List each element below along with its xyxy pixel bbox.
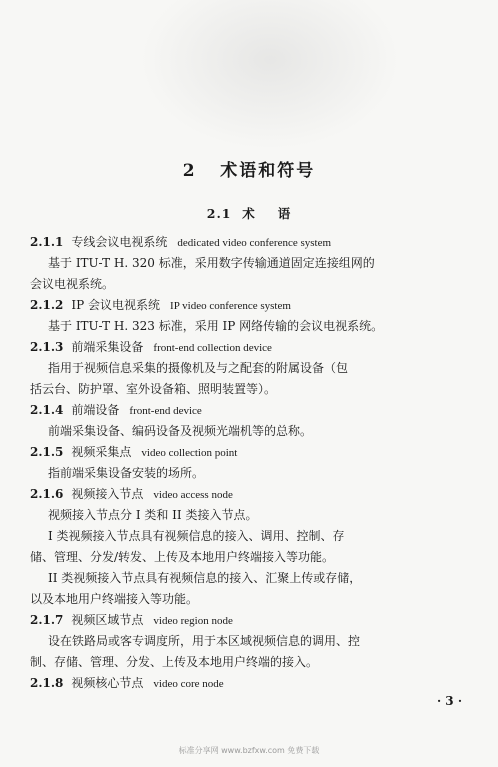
term-en: video core node	[153, 678, 224, 690]
term-number: 2.1.2	[30, 298, 64, 312]
section-title-a: 术	[242, 206, 256, 221]
term-number: 2.1.7	[30, 613, 64, 627]
term-body-line: 储、管理、分发/转发、上传及本地用户终端接入等功能。	[30, 550, 335, 564]
term-en: video region node	[153, 615, 233, 627]
term-heading	[30, 612, 233, 629]
term-cn: 视频接入节点	[71, 487, 144, 501]
footer-watermark: 标准分享网 www.bzfxw.com 免费下载	[178, 746, 320, 755]
term-body-line: 制、存储、管理、分发、上传及本地用户终端的接入。	[30, 655, 319, 669]
term-body-line: I 类视频接入节点具有视频信息的接入、调用、控制、存	[48, 529, 345, 543]
term-cn: 前端设备	[71, 403, 120, 417]
term-en: front-end device	[129, 405, 202, 417]
term-en: front-end collection device	[153, 342, 272, 354]
term-body-line: 以及本地用户终端接入等功能。	[30, 592, 199, 606]
chapter-heading	[0, 156, 498, 181]
term-body-line: 基于 ITU-T H. 320 标准，采用数字传输通道固定连接组网的	[48, 256, 375, 270]
term-body-line: 指前端采集设备安装的场所。	[48, 466, 205, 480]
term-en: video access node	[153, 489, 233, 501]
term-number: 2.1.6	[30, 487, 64, 501]
term-en: IP video conference system	[170, 300, 291, 312]
term-body-line: 前端采集设备、编码设备及视频光端机等的总称。	[48, 424, 313, 438]
term-body-line: 设在铁路局或客专调度所，用于本区域视频信息的调用、控	[48, 634, 361, 648]
page-number: · 3 ·	[436, 694, 462, 708]
term-heading	[30, 486, 233, 503]
term-cn: 视频核心节点	[71, 676, 144, 690]
term-cn: IP 会议电视系统	[71, 298, 161, 312]
term-en: dedicated video conference system	[177, 237, 332, 249]
term-body-line: 指用于视频信息采集的摄像机及与之配套的附属设备（包	[48, 361, 349, 375]
term-body-line: 基于 ITU-T H. 323 标准，采用 IP 网络传输的会议电视系统。	[48, 319, 384, 333]
scan-smudge	[140, 0, 400, 150]
term-body-line: 视频接入节点分 I 类和 II 类接入节点。	[48, 508, 258, 522]
term-heading	[30, 234, 331, 251]
section-heading	[0, 204, 498, 222]
term-number: 2.1.1	[30, 235, 64, 249]
chapter-title: 术语和符号	[220, 161, 316, 181]
term-cn: 前端采集设备	[71, 340, 144, 354]
term-number: 2.1.5	[30, 445, 64, 459]
term-heading	[30, 444, 237, 461]
section-title-b: 语	[277, 206, 292, 221]
term-cn: 视频采集点	[71, 445, 132, 459]
term-heading	[30, 675, 224, 692]
term-number: 2.1.8	[30, 676, 64, 690]
term-heading	[30, 339, 272, 356]
term-cn: 视频区域节点	[71, 613, 144, 627]
term-en: video collection point	[141, 447, 238, 459]
term-body-line: II 类视频接入节点具有视频信息的接入、汇聚上传或存储，	[48, 571, 362, 585]
term-number: 2.1.4	[30, 403, 64, 417]
term-heading	[30, 297, 291, 314]
section-number: 2.1	[206, 206, 232, 221]
term-heading	[30, 402, 202, 419]
term-body-line: 会议电视系统。	[30, 277, 115, 291]
term-cn: 专线会议电视系统	[71, 235, 168, 249]
term-number: 2.1.3	[30, 340, 64, 354]
term-body-line: 括云台、防护罩、室外设备箱、照明装置等）。	[30, 382, 277, 396]
chapter-number: 2	[182, 161, 197, 181]
